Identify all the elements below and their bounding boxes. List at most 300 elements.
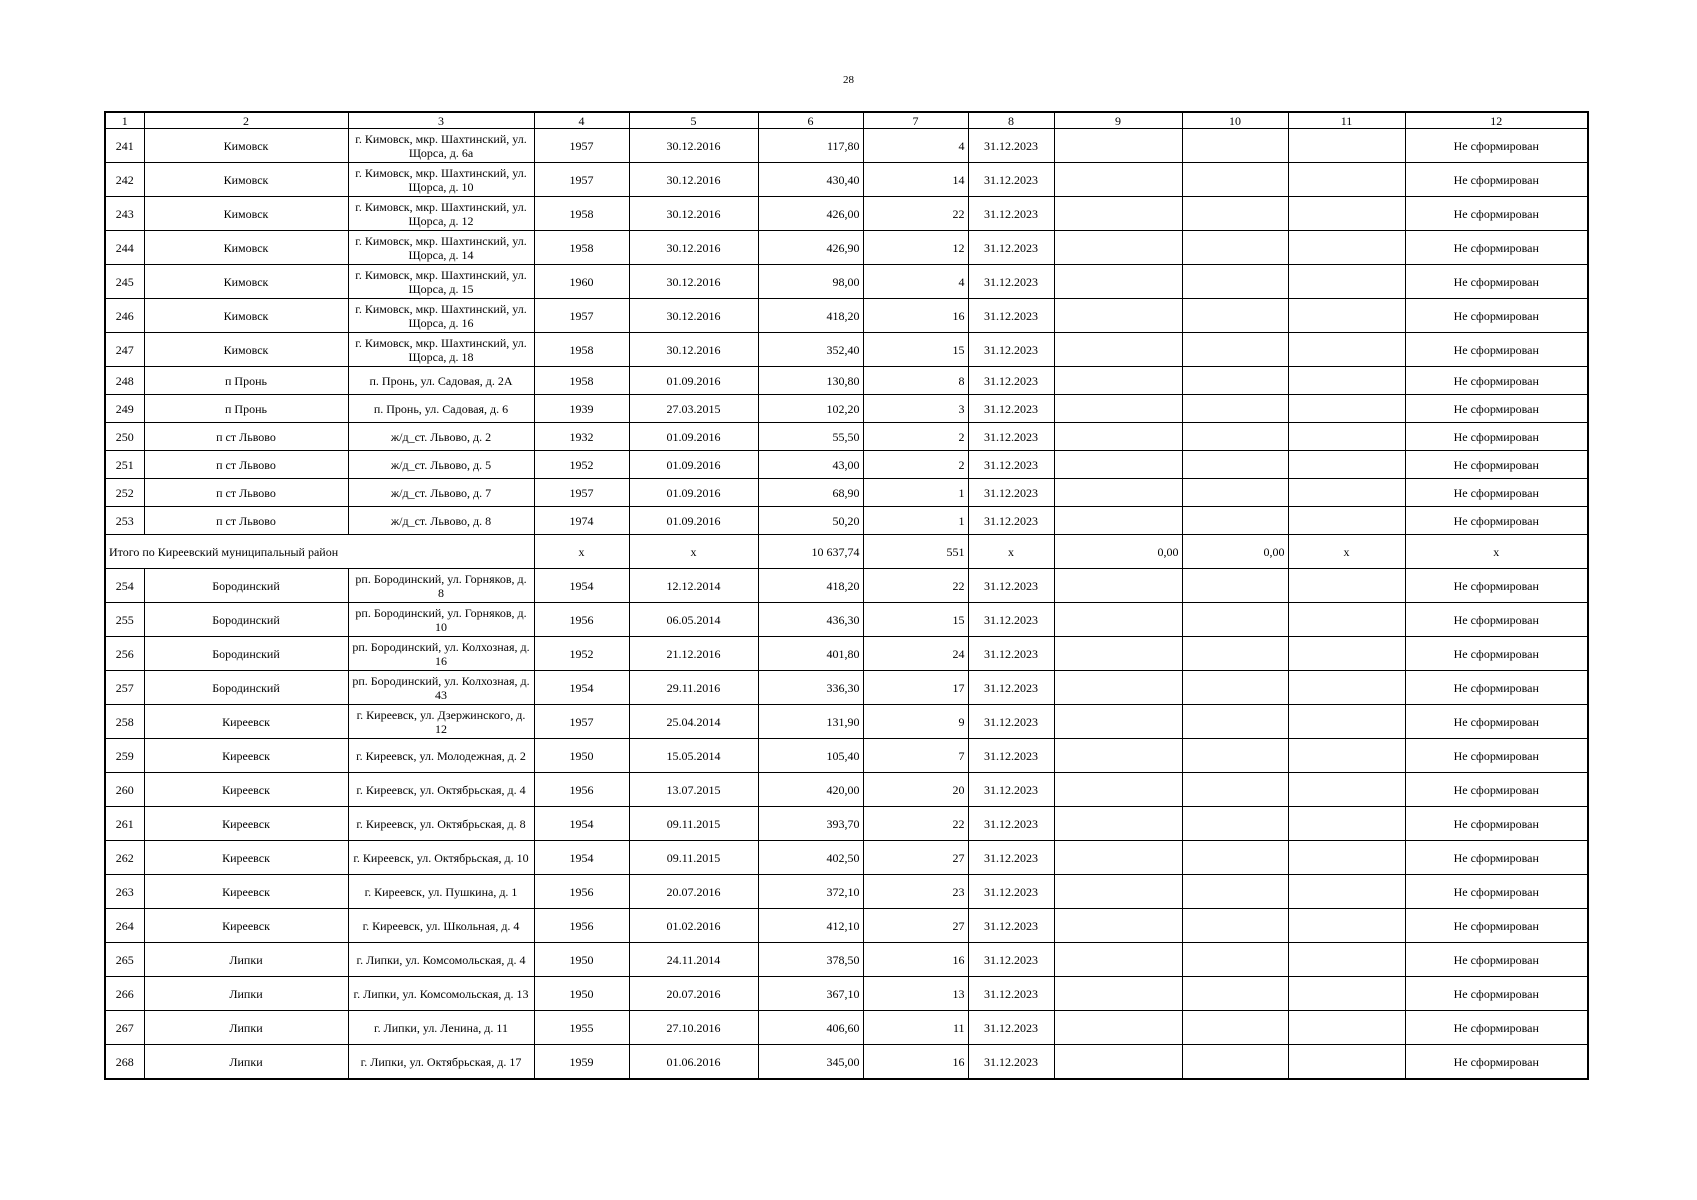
col9-cell — [1054, 163, 1182, 197]
table-row — [105, 333, 1588, 367]
build-year-cell: 1957 — [534, 129, 629, 163]
col9-cell — [1054, 479, 1182, 507]
deadline-cell: 31.12.2023 — [968, 705, 1054, 739]
area-cell: 418,20 — [758, 569, 863, 603]
table-row — [105, 841, 1588, 875]
row-number: 267 — [105, 1011, 144, 1045]
build-year-cell: 1957 — [534, 299, 629, 333]
status-cell: Не сформирован — [1405, 1045, 1588, 1080]
status-cell: Не сформирован — [1405, 265, 1588, 299]
status-cell: Не сформирован — [1405, 773, 1588, 807]
address-cell: ж/д_ст. Львово, д. 2 — [348, 423, 534, 451]
address-cell: г. Киреевск, ул. Октябрьская, д. 4 — [348, 773, 534, 807]
residents-cell: 12 — [863, 231, 968, 265]
status-cell: Не сформирован — [1405, 807, 1588, 841]
status-cell: Не сформирован — [1405, 367, 1588, 395]
recognition-date-cell: 30.12.2016 — [629, 333, 758, 367]
build-year-cell: х — [534, 535, 629, 569]
row-number: 248 — [105, 367, 144, 395]
area-cell: 418,20 — [758, 299, 863, 333]
build-year-cell: 1974 — [534, 507, 629, 535]
row-number: 264 — [105, 909, 144, 943]
deadline-cell: 31.12.2023 — [968, 1045, 1054, 1080]
deadline-cell: 31.12.2023 — [968, 569, 1054, 603]
residents-cell: 16 — [863, 299, 968, 333]
locality-cell: Липки — [144, 1045, 348, 1080]
build-year-cell: 1954 — [534, 671, 629, 705]
recognition-date-cell: 27.10.2016 — [629, 1011, 758, 1045]
deadline-cell: 31.12.2023 — [968, 603, 1054, 637]
col10-cell — [1182, 479, 1288, 507]
residents-cell: 551 — [863, 535, 968, 569]
deadline-cell: 31.12.2023 — [968, 367, 1054, 395]
column-header: 5 — [629, 112, 758, 129]
area-cell: 43,00 — [758, 451, 863, 479]
col11-cell — [1288, 451, 1405, 479]
locality-cell: п ст Львово — [144, 507, 348, 535]
column-header: 6 — [758, 112, 863, 129]
col9-cell — [1054, 739, 1182, 773]
residents-cell: 16 — [863, 943, 968, 977]
address-cell: г. Кимовск, мкр. Шахтинский, ул. Щорса, д. 10 — [348, 163, 534, 197]
col10-cell — [1182, 739, 1288, 773]
deadline-cell: 31.12.2023 — [968, 129, 1054, 163]
row-number: 246 — [105, 299, 144, 333]
column-header: 7 — [863, 112, 968, 129]
row-number: 258 — [105, 705, 144, 739]
col11-cell — [1288, 423, 1405, 451]
residents-cell: 8 — [863, 367, 968, 395]
build-year-cell: 1957 — [534, 705, 629, 739]
deadline-cell: 31.12.2023 — [968, 637, 1054, 671]
col10-cell — [1182, 603, 1288, 637]
address-cell: ж/д_ст. Львово, д. 7 — [348, 479, 534, 507]
residents-cell: 15 — [863, 333, 968, 367]
build-year-cell: 1955 — [534, 1011, 629, 1045]
column-header: 8 — [968, 112, 1054, 129]
col10-cell — [1182, 705, 1288, 739]
row-number: 254 — [105, 569, 144, 603]
status-cell: Не сформирован — [1405, 231, 1588, 265]
row-number: 250 — [105, 423, 144, 451]
build-year-cell: 1957 — [534, 479, 629, 507]
deadline-cell: х — [968, 535, 1054, 569]
address-cell: г. Липки, ул. Ленина, д. 11 — [348, 1011, 534, 1045]
address-cell: рп. Бородинский, ул. Колхозная, д. 43 — [348, 671, 534, 705]
col11-cell — [1288, 479, 1405, 507]
area-cell: 117,80 — [758, 129, 863, 163]
area-cell: 345,00 — [758, 1045, 863, 1080]
build-year-cell: 1958 — [534, 231, 629, 265]
column-number-header-row — [105, 112, 1588, 129]
table-row — [105, 943, 1588, 977]
build-year-cell: 1959 — [534, 1045, 629, 1080]
locality-cell: Липки — [144, 943, 348, 977]
residents-cell: 24 — [863, 637, 968, 671]
col10-cell — [1182, 451, 1288, 479]
build-year-cell: 1950 — [534, 739, 629, 773]
recognition-date-cell: 20.07.2016 — [629, 977, 758, 1011]
locality-cell: Бородинский — [144, 637, 348, 671]
recognition-date-cell: 13.07.2015 — [629, 773, 758, 807]
col9-cell — [1054, 603, 1182, 637]
district-total-row — [105, 535, 1588, 569]
col9-cell — [1054, 451, 1182, 479]
col9-cell — [1054, 943, 1182, 977]
table-row — [105, 197, 1588, 231]
col9-cell — [1054, 1011, 1182, 1045]
locality-cell: п Пронь — [144, 367, 348, 395]
build-year-cell: 1954 — [534, 569, 629, 603]
deadline-cell: 31.12.2023 — [968, 943, 1054, 977]
col11-cell — [1288, 569, 1405, 603]
table-row — [105, 603, 1588, 637]
status-cell: Не сформирован — [1405, 479, 1588, 507]
recognition-date-cell: 01.09.2016 — [629, 507, 758, 535]
area-cell: 436,30 — [758, 603, 863, 637]
area-cell: 352,40 — [758, 333, 863, 367]
row-number: 263 — [105, 875, 144, 909]
build-year-cell: 1954 — [534, 841, 629, 875]
col9-cell — [1054, 841, 1182, 875]
status-cell: Не сформирован — [1405, 197, 1588, 231]
col10-cell — [1182, 367, 1288, 395]
recognition-date-cell: 20.07.2016 — [629, 875, 758, 909]
status-cell: Не сформирован — [1405, 451, 1588, 479]
table-row — [105, 637, 1588, 671]
address-cell: г. Кимовск, мкр. Шахтинский, ул. Щорса, д. 16 — [348, 299, 534, 333]
residents-cell: 22 — [863, 807, 968, 841]
build-year-cell: 1958 — [534, 333, 629, 367]
area-cell: 105,40 — [758, 739, 863, 773]
col11-cell — [1288, 739, 1405, 773]
area-cell: 372,10 — [758, 875, 863, 909]
deadline-cell: 31.12.2023 — [968, 739, 1054, 773]
address-cell: г. Кимовск, мкр. Шахтинский, ул. Щорса, д. 12 — [348, 197, 534, 231]
recognition-date-cell: 30.12.2016 — [629, 265, 758, 299]
status-cell: Не сформирован — [1405, 875, 1588, 909]
build-year-cell: 1958 — [534, 367, 629, 395]
build-year-cell: 1932 — [534, 423, 629, 451]
locality-cell: Кимовск — [144, 265, 348, 299]
col10-cell — [1182, 569, 1288, 603]
address-cell: г. Кимовск, мкр. Шахтинский, ул. Щорса, д. 6а — [348, 129, 534, 163]
col11-cell — [1288, 367, 1405, 395]
table-row — [105, 739, 1588, 773]
residents-cell: 20 — [863, 773, 968, 807]
col9-cell — [1054, 1045, 1182, 1080]
col11-cell — [1288, 875, 1405, 909]
status-cell: Не сформирован — [1405, 671, 1588, 705]
col11-cell — [1288, 231, 1405, 265]
table-row — [105, 671, 1588, 705]
locality-cell: п ст Львово — [144, 423, 348, 451]
build-year-cell: 1952 — [534, 451, 629, 479]
address-cell: г. Киреевск, ул. Октябрьская, д. 8 — [348, 807, 534, 841]
row-number: 252 — [105, 479, 144, 507]
recognition-date-cell: 01.09.2016 — [629, 451, 758, 479]
col11-cell — [1288, 507, 1405, 535]
address-cell: ж/д_ст. Львово, д. 5 — [348, 451, 534, 479]
column-header: 4 — [534, 112, 629, 129]
col9-cell — [1054, 507, 1182, 535]
locality-cell: Кимовск — [144, 231, 348, 265]
col9-cell — [1054, 569, 1182, 603]
col11-cell — [1288, 977, 1405, 1011]
recognition-date-cell: 01.09.2016 — [629, 367, 758, 395]
col9-cell: 0,00 — [1054, 535, 1182, 569]
area-cell: 412,10 — [758, 909, 863, 943]
col9-cell — [1054, 129, 1182, 163]
residents-cell: 13 — [863, 977, 968, 1011]
table-row — [105, 451, 1588, 479]
col10-cell: 0,00 — [1182, 535, 1288, 569]
build-year-cell: 1956 — [534, 603, 629, 637]
col11-cell — [1288, 909, 1405, 943]
build-year-cell: 1958 — [534, 197, 629, 231]
locality-cell: п ст Львово — [144, 451, 348, 479]
deadline-cell: 31.12.2023 — [968, 479, 1054, 507]
col10-cell — [1182, 423, 1288, 451]
col10-cell — [1182, 395, 1288, 423]
col11-cell — [1288, 841, 1405, 875]
status-cell: Не сформирован — [1405, 705, 1588, 739]
build-year-cell: 1950 — [534, 943, 629, 977]
col10-cell — [1182, 333, 1288, 367]
row-number: 249 — [105, 395, 144, 423]
recognition-date-cell: 24.11.2014 — [629, 943, 758, 977]
row-number: 243 — [105, 197, 144, 231]
col9-cell — [1054, 807, 1182, 841]
area-cell: 426,90 — [758, 231, 863, 265]
table-row — [105, 163, 1588, 197]
area-cell: 402,50 — [758, 841, 863, 875]
area-cell: 50,20 — [758, 507, 863, 535]
build-year-cell: 1956 — [534, 909, 629, 943]
col9-cell — [1054, 423, 1182, 451]
address-cell: ж/д_ст. Львово, д. 8 — [348, 507, 534, 535]
col11-cell — [1288, 807, 1405, 841]
deadline-cell: 31.12.2023 — [968, 841, 1054, 875]
address-cell: г. Липки, ул. Комсомольская, д. 13 — [348, 977, 534, 1011]
col11-cell — [1288, 197, 1405, 231]
recognition-date-cell: 30.12.2016 — [629, 299, 758, 333]
recognition-date-cell: 06.05.2014 — [629, 603, 758, 637]
row-number: 247 — [105, 333, 144, 367]
col10-cell — [1182, 1045, 1288, 1080]
table-row — [105, 367, 1588, 395]
locality-cell: Киреевск — [144, 773, 348, 807]
col11-cell — [1288, 773, 1405, 807]
col11-cell — [1288, 333, 1405, 367]
locality-cell: п ст Львово — [144, 479, 348, 507]
status-cell: Не сформирован — [1405, 943, 1588, 977]
residents-cell: 17 — [863, 671, 968, 705]
col10-cell — [1182, 841, 1288, 875]
col10-cell — [1182, 231, 1288, 265]
locality-cell: Бородинский — [144, 671, 348, 705]
area-cell: 98,00 — [758, 265, 863, 299]
recognition-date-cell: 01.09.2016 — [629, 479, 758, 507]
build-year-cell: 1954 — [534, 807, 629, 841]
status-cell: Не сформирован — [1405, 163, 1588, 197]
row-number: 241 — [105, 129, 144, 163]
locality-cell: Кимовск — [144, 163, 348, 197]
residents-cell: 3 — [863, 395, 968, 423]
address-cell: рп. Бородинский, ул. Колхозная, д. 16 — [348, 637, 534, 671]
col9-cell — [1054, 265, 1182, 299]
table-body — [105, 129, 1588, 1080]
area-cell: 430,40 — [758, 163, 863, 197]
col9-cell — [1054, 395, 1182, 423]
status-cell: Не сформирован — [1405, 909, 1588, 943]
recognition-date-cell: 09.11.2015 — [629, 841, 758, 875]
recognition-date-cell: 01.09.2016 — [629, 423, 758, 451]
col9-cell — [1054, 773, 1182, 807]
col10-cell — [1182, 977, 1288, 1011]
residents-cell: 14 — [863, 163, 968, 197]
address-cell: г. Липки, ул. Комсомольская, д. 4 — [348, 943, 534, 977]
col9-cell — [1054, 231, 1182, 265]
col9-cell — [1054, 909, 1182, 943]
table-row — [105, 875, 1588, 909]
row-number: 260 — [105, 773, 144, 807]
deadline-cell: 31.12.2023 — [968, 875, 1054, 909]
locality-cell: Киреевск — [144, 909, 348, 943]
row-number: 262 — [105, 841, 144, 875]
col9-cell — [1054, 299, 1182, 333]
col10-cell — [1182, 129, 1288, 163]
deadline-cell: 31.12.2023 — [968, 231, 1054, 265]
address-cell: г. Киреевск, ул. Школьная, д. 4 — [348, 909, 534, 943]
col11-cell: х — [1288, 535, 1405, 569]
locality-cell: Киреевск — [144, 875, 348, 909]
recognition-date-cell: 09.11.2015 — [629, 807, 758, 841]
col9-cell — [1054, 333, 1182, 367]
col9-cell — [1054, 637, 1182, 671]
residents-cell: 9 — [863, 705, 968, 739]
status-cell: Не сформирован — [1405, 739, 1588, 773]
table-row — [105, 569, 1588, 603]
deadline-cell: 31.12.2023 — [968, 451, 1054, 479]
deadline-cell: 31.12.2023 — [968, 395, 1054, 423]
build-year-cell: 1956 — [534, 875, 629, 909]
residents-cell: 7 — [863, 739, 968, 773]
recognition-date-cell: 01.06.2016 — [629, 1045, 758, 1080]
residents-cell: 22 — [863, 197, 968, 231]
table-row — [105, 909, 1588, 943]
col11-cell — [1288, 163, 1405, 197]
table-row — [105, 395, 1588, 423]
build-year-cell: 1956 — [534, 773, 629, 807]
table-row — [105, 773, 1588, 807]
row-number: 244 — [105, 231, 144, 265]
address-cell: рп. Бородинский, ул. Горняков, д. 10 — [348, 603, 534, 637]
locality-cell: Липки — [144, 977, 348, 1011]
column-header: 3 — [348, 112, 534, 129]
recognition-date-cell: 30.12.2016 — [629, 197, 758, 231]
table-row — [105, 1045, 1588, 1080]
total-label: Итого по Киреевский муниципальный район — [105, 535, 534, 569]
table-row — [105, 129, 1588, 163]
col10-cell — [1182, 671, 1288, 705]
col10-cell — [1182, 909, 1288, 943]
col11-cell — [1288, 1011, 1405, 1045]
table-row — [105, 705, 1588, 739]
area-cell: 130,80 — [758, 367, 863, 395]
col11-cell — [1288, 637, 1405, 671]
locality-cell: Киреевск — [144, 841, 348, 875]
recognition-date-cell: 30.12.2016 — [629, 231, 758, 265]
column-header: 1 — [105, 112, 144, 129]
status-cell: Не сформирован — [1405, 129, 1588, 163]
col10-cell — [1182, 507, 1288, 535]
build-year-cell: 1950 — [534, 977, 629, 1011]
housing-registry-table — [104, 111, 1589, 1080]
row-number: 256 — [105, 637, 144, 671]
area-cell: 420,00 — [758, 773, 863, 807]
recognition-date-cell: 27.03.2015 — [629, 395, 758, 423]
address-cell: г. Киреевск, ул. Октябрьская, д. 10 — [348, 841, 534, 875]
col10-cell — [1182, 299, 1288, 333]
deadline-cell: 31.12.2023 — [968, 909, 1054, 943]
address-cell: г. Кимовск, мкр. Шахтинский, ул. Щорса, д. 14 — [348, 231, 534, 265]
row-number: 261 — [105, 807, 144, 841]
page-number: 28 — [843, 74, 854, 86]
col10-cell — [1182, 1011, 1288, 1045]
row-number: 251 — [105, 451, 144, 479]
build-year-cell: 1957 — [534, 163, 629, 197]
address-cell: п. Пронь, ул. Садовая, д. 2А — [348, 367, 534, 395]
col11-cell — [1288, 395, 1405, 423]
locality-cell: Киреевск — [144, 739, 348, 773]
area-cell: 406,60 — [758, 1011, 863, 1045]
col9-cell — [1054, 367, 1182, 395]
address-cell: г. Кимовск, мкр. Шахтинский, ул. Щорса, д. 18 — [348, 333, 534, 367]
recognition-date-cell: 30.12.2016 — [629, 163, 758, 197]
col10-cell — [1182, 807, 1288, 841]
col9-cell — [1054, 977, 1182, 1011]
deadline-cell: 31.12.2023 — [968, 671, 1054, 705]
col10-cell — [1182, 163, 1288, 197]
column-header: 2 — [144, 112, 348, 129]
build-year-cell: 1960 — [534, 265, 629, 299]
deadline-cell: 31.12.2023 — [968, 423, 1054, 451]
area-cell: 378,50 — [758, 943, 863, 977]
col9-cell — [1054, 705, 1182, 739]
col10-cell — [1182, 875, 1288, 909]
col10-cell — [1182, 773, 1288, 807]
col9-cell — [1054, 197, 1182, 231]
status-cell: Не сформирован — [1405, 507, 1588, 535]
col11-cell — [1288, 603, 1405, 637]
deadline-cell: 31.12.2023 — [968, 807, 1054, 841]
area-cell: 55,50 — [758, 423, 863, 451]
area-cell: 426,00 — [758, 197, 863, 231]
deadline-cell: 31.12.2023 — [968, 163, 1054, 197]
residents-cell: 11 — [863, 1011, 968, 1045]
row-number: 265 — [105, 943, 144, 977]
deadline-cell: 31.12.2023 — [968, 507, 1054, 535]
col11-cell — [1288, 943, 1405, 977]
status-cell: Не сформирован — [1405, 977, 1588, 1011]
recognition-date-cell: 12.12.2014 — [629, 569, 758, 603]
locality-cell: Киреевск — [144, 807, 348, 841]
col11-cell — [1288, 265, 1405, 299]
col9-cell — [1054, 671, 1182, 705]
area-cell: 131,90 — [758, 705, 863, 739]
build-year-cell: 1952 — [534, 637, 629, 671]
